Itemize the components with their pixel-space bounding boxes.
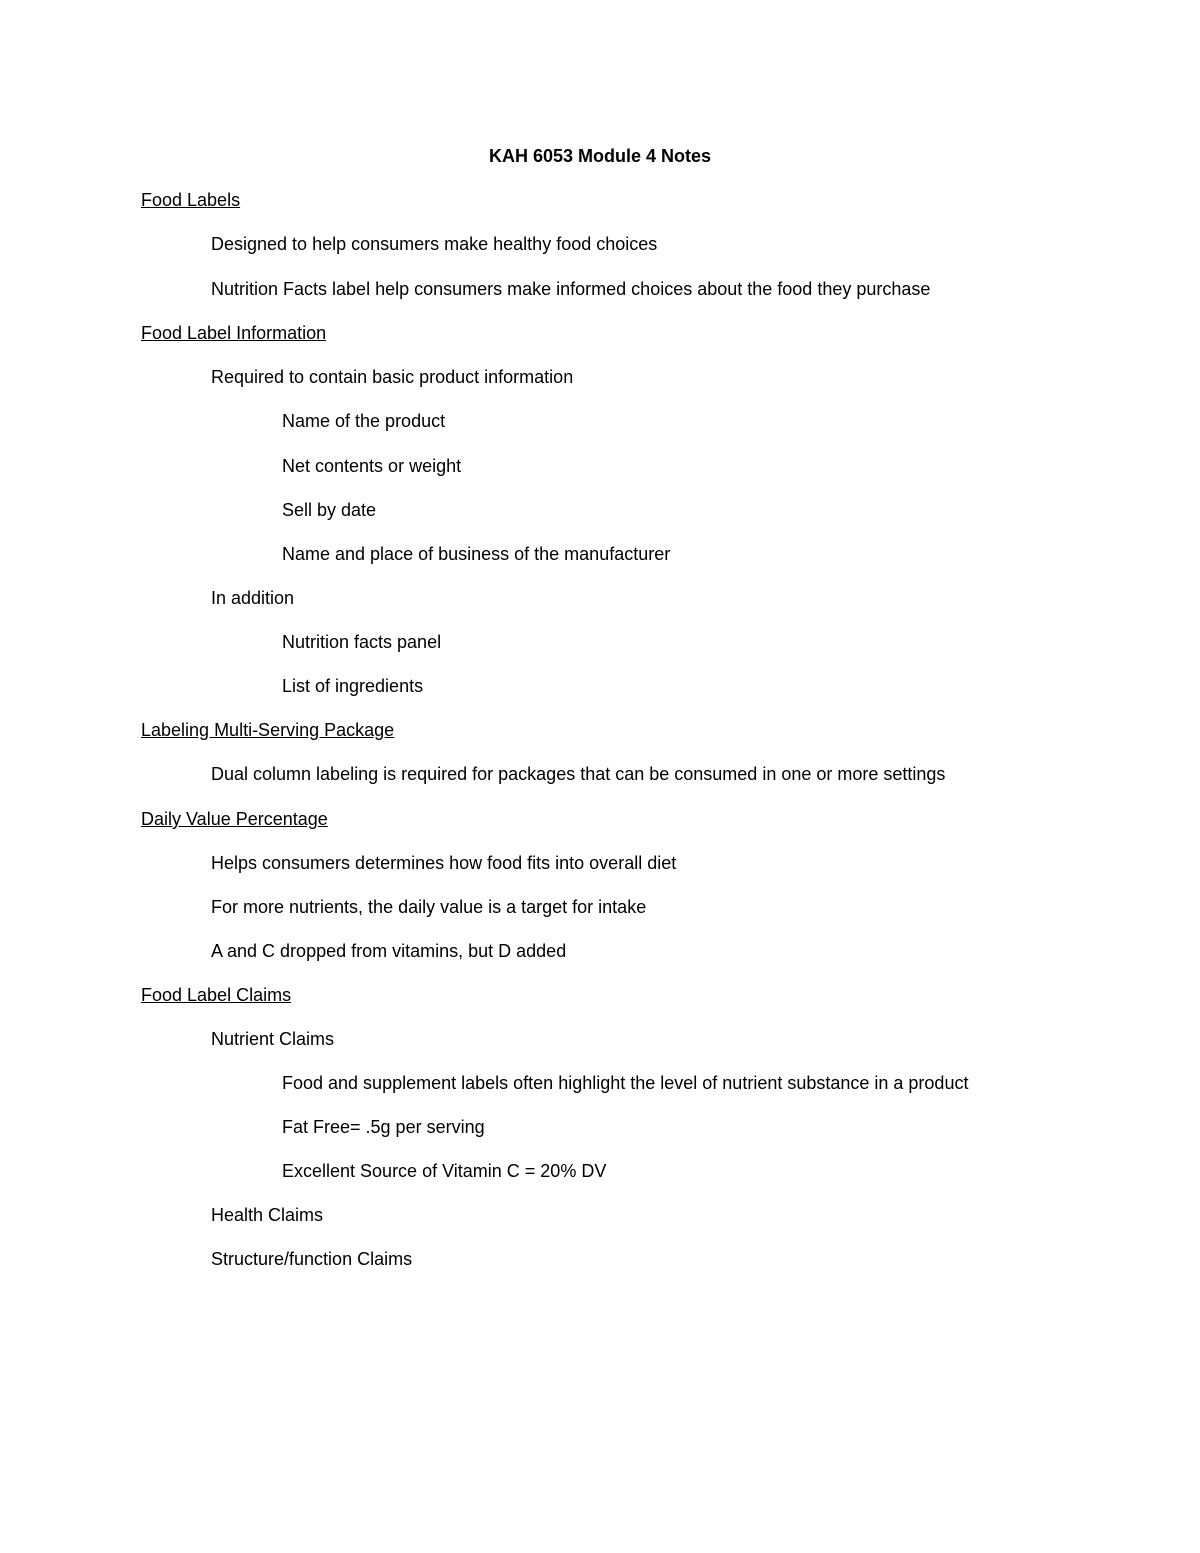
section-heading-food-labels: Food Labels <box>141 190 241 210</box>
note-line: For more nutrients, the daily value is a target for intake <box>211 897 647 917</box>
section-heading-daily-value-percentage: Daily Value Percentage <box>141 809 328 829</box>
note-subline: Net contents or weight <box>282 456 462 476</box>
section-heading-food-label-information: Food Label Information <box>141 323 327 343</box>
note-subline: Excellent Source of Vitamin C = 20% DV <box>282 1161 607 1181</box>
section-heading-labeling-multi-serving: Labeling Multi-Serving Package <box>141 720 395 740</box>
note-line: Helps consumers determines how food fits into overall diet <box>211 853 677 873</box>
note-subline: Name of the product <box>282 411 446 431</box>
document-title: KAH 6053 Module 4 Notes <box>488 146 712 166</box>
note-subline: Fat Free= .5g per serving <box>282 1117 485 1137</box>
section-heading-food-label-claims: Food Label Claims <box>141 985 292 1005</box>
note-line: Required to contain basic product information <box>211 367 574 387</box>
note-subline: Sell by date <box>282 500 377 520</box>
note-line: Health Claims <box>211 1205 324 1225</box>
note-line: A and C dropped from vitamins, but D added <box>211 941 567 961</box>
note-line: In addition <box>211 588 295 608</box>
note-subline: Nutrition facts panel <box>282 632 442 652</box>
note-line: Nutrition Facts label help consumers make informed choices about the food they purchase <box>211 279 931 299</box>
note-subline: Name and place of business of the manufacturer <box>282 544 671 564</box>
note-subline: Food and supplement labels often highlight the level of nutrient substance in a product <box>282 1073 969 1093</box>
note-line: Structure/function Claims <box>211 1249 413 1269</box>
note-line: Dual column labeling is required for packages that can be consumed in one or more settings <box>211 764 946 784</box>
note-line: Designed to help consumers make healthy food choices <box>211 234 658 254</box>
note-subline: List of ingredients <box>282 676 424 696</box>
note-line: Nutrient Claims <box>211 1029 335 1049</box>
